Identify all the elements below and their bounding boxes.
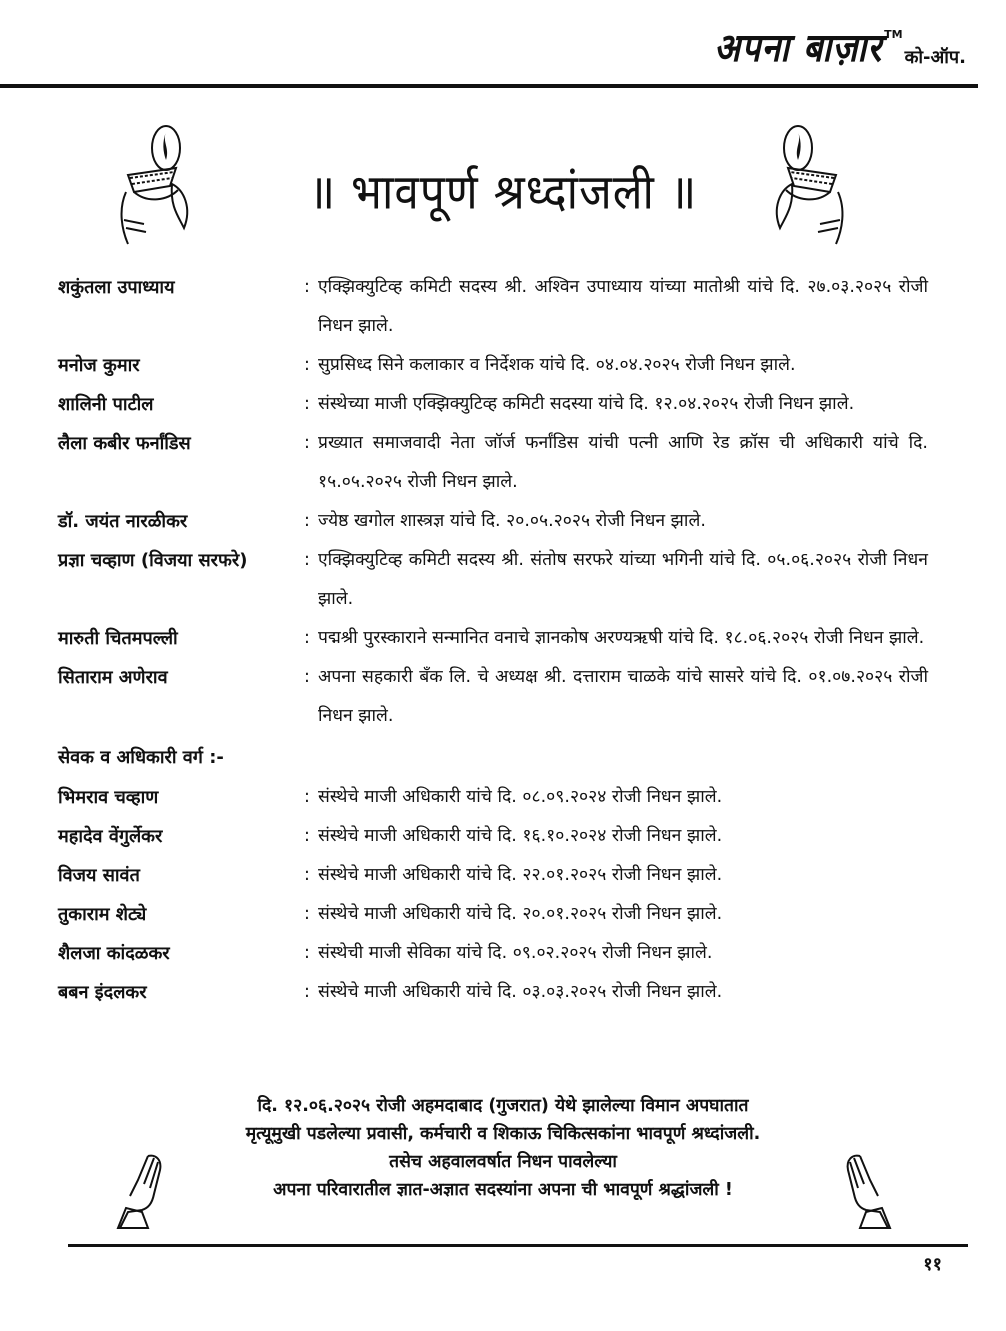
separator: : — [304, 355, 310, 375]
separator: : — [304, 433, 310, 453]
member-name: शकुंतला उपाध्याय — [58, 277, 175, 298]
staff-entry — [58, 973, 928, 1012]
page-number: ११ — [923, 1254, 942, 1275]
separator: : — [304, 550, 310, 570]
separator: : — [304, 394, 310, 414]
staff-entry — [58, 934, 928, 973]
header-rule — [0, 84, 978, 88]
lamp-in-hand-icon — [756, 120, 856, 245]
staff-name: भिमराव चव्हाण — [58, 787, 159, 808]
title-row — [0, 120, 1006, 250]
tribute-line: अपना परिवारातील ज्ञात-अज्ञात सदस्यांना अपना ची भावपूर्ण श्रद्धांजली ! — [273, 1180, 733, 1200]
staff-section-heading: सेवक व अधिकारी वर्ग :- — [58, 747, 224, 768]
member-name: मनोज कुमार — [58, 355, 140, 376]
member-entry — [58, 658, 928, 736]
staff-text: संस्थेचे माजी अधिकारी यांचे दि. २२.०१.२०२५ रोजी निधन झाले. — [318, 865, 723, 885]
obituary-list — [58, 268, 928, 1012]
staff-name: बबन इंदलकर — [58, 982, 147, 1003]
member-entry — [58, 268, 928, 346]
member-entry — [58, 502, 928, 541]
member-text: पद्मश्री पुरस्काराने सन्मानित वनाचे ज्ञानकोष अरण्यऋषी यांचे दि. १८.०६.२०२५ रोजी निधन झाले. — [318, 628, 925, 648]
member-text: एक्झिक्युटिव्ह कमिटी सदस्य श्री. संतोष सरफरे यांच्या भगिनी यांचे दि. ०५.०६.२०२५ रोजी निधन झाले. — [318, 550, 928, 609]
tribute-line: मृत्यूमुखी पडलेल्या प्रवासी, कर्मचारी व शिकाऊ चिकित्सकांना भावपूर्ण श्रध्दांजली. — [245, 1124, 761, 1144]
separator: : — [304, 277, 310, 297]
separator: : — [304, 982, 310, 1002]
member-entry — [58, 424, 928, 502]
staff-entry — [58, 856, 928, 895]
brand-name: अपना बाज़ार — [714, 25, 883, 72]
brand-trademark: TM — [884, 28, 903, 41]
staff-name: महादेव वेंगुर्लेकर — [58, 826, 163, 847]
staff-entry — [58, 817, 928, 856]
staff-text: संस्थेचे माजी अधिकारी यांचे दि. ०८.०९.२०२४ रोजी निधन झाले. — [318, 787, 723, 807]
member-name: लैला कबीर फर्नांडिस — [58, 433, 191, 454]
member-name: डॉ. जयंत नारळीकर — [58, 511, 188, 532]
staff-entry — [58, 778, 928, 817]
brand-suffix: को-ऑप. — [904, 47, 966, 69]
page-title: ॥ भावपूर्ण श्रध्दांजली ॥ — [308, 164, 698, 221]
member-name: प्रज्ञा चव्हाण (विजया सरफरे) — [58, 550, 248, 571]
member-entry — [58, 385, 928, 424]
staff-name: तुकाराम शेट्ये — [58, 904, 147, 925]
separator: : — [304, 826, 310, 846]
member-text: ज्येष्ठ खगोल शास्त्रज्ञ यांचे दि. २०.०५.२०२५ रोजी निधन झाले. — [318, 511, 706, 531]
footer-rule — [68, 1244, 968, 1247]
staff-text: संस्थेची माजी सेविका यांचे दि. ०९.०२.२०२५ रोजी निधन झाले. — [318, 943, 713, 963]
staff-text: संस्थेचे माजी अधिकारी यांचे दि. १६.१०.२०२४ रोजी निधन झाले. — [318, 826, 723, 846]
separator: : — [304, 511, 310, 531]
staff-text: संस्थेचे माजी अधिकारी यांचे दि. २०.०१.२०२५ रोजी निधन झाले. — [318, 904, 723, 924]
tribute-message — [140, 1092, 866, 1204]
separator: : — [304, 628, 310, 648]
folded-hands-icon — [830, 1150, 900, 1230]
staff-text: संस्थेचे माजी अधिकारी यांचे दि. ०३.०३.२०२५ रोजी निधन झाले. — [318, 982, 723, 1002]
separator: : — [304, 904, 310, 924]
separator: : — [304, 667, 310, 687]
staff-entry — [58, 895, 928, 934]
member-name: सिताराम अणेराव — [58, 667, 168, 688]
staff-name: विजय सावंत — [58, 865, 140, 886]
tribute-line: तसेच अहवालवर्षात निधन पावलेल्या — [389, 1152, 617, 1172]
member-name: शालिनी पाटील — [58, 394, 154, 415]
member-entry — [58, 346, 928, 385]
member-name: मारुती चितमपल्ली — [58, 628, 178, 649]
staff-name: शैलजा कांदळकर — [58, 943, 170, 964]
member-text: प्रख्यात समाजवादी नेता जॉर्ज फर्नांडिस यांची पत्नी आणि रेड क्रॉस ची अधिकारी यांचे दि. १५.०५.२०२५ रोजी निधन झाले. — [318, 433, 928, 492]
tribute-line: दि. १२.०६.२०२५ रोजी अहमदाबाद (गुजरात) येथे झालेल्या विमान अपघातात — [257, 1096, 749, 1116]
member-entry — [58, 541, 928, 619]
brand-logo — [714, 25, 966, 72]
separator: : — [304, 943, 310, 963]
member-text: एक्झिक्युटिव्ह कमिटी सदस्य श्री. अश्विन उपाध्याय यांच्या मातोश्री यांचे दि. २७.०३.२०२५ रोजी निधन झाले. — [318, 277, 928, 336]
member-text: अपना सहकारी बँक लि. चे अध्यक्ष श्री. दत्ताराम चाळके यांचे सासरे यांचे दि. ०१.०७.२०२५ रोजी निधन झाले. — [318, 667, 928, 726]
member-entry — [58, 619, 928, 658]
member-text: संस्थेच्या माजी एक्झिक्युटिव्ह कमिटी सदस्या यांचे दि. १२.०४.२०२५ रोजी निधन झाले. — [318, 394, 855, 414]
member-text: सुप्रसिध्द सिने कलाकार व निर्देशक यांचे दि. ०४.०४.२०२५ रोजी निधन झाले. — [318, 355, 796, 375]
separator: : — [304, 787, 310, 807]
separator: : — [304, 865, 310, 885]
